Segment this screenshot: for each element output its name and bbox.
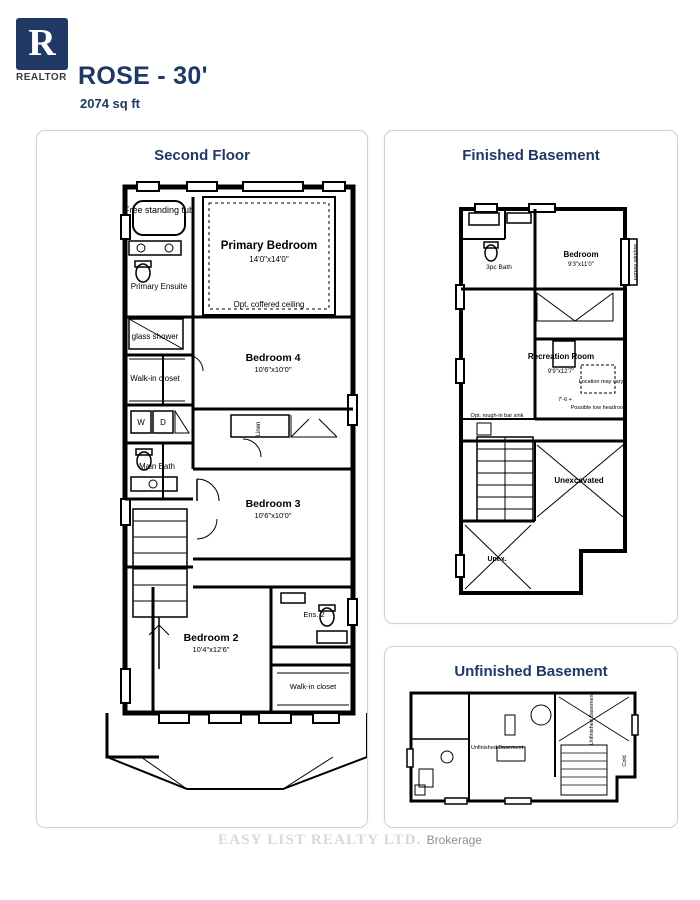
label-main-bath: Main Bath bbox=[138, 462, 176, 471]
floorplan-unfinished-basement bbox=[385, 685, 677, 825]
floorplan-finished-basement bbox=[385, 169, 677, 621]
panel-title-second-floor: Second Floor bbox=[154, 147, 250, 164]
label-bedroom-3-dim: 10'6"x10'0" bbox=[254, 511, 292, 520]
label-dryer: D bbox=[160, 418, 166, 427]
label-ensuite-2: Ens. 2 bbox=[303, 610, 325, 619]
header bbox=[0, 0, 700, 120]
label-opt-rough-in: Opt. rough-in bar sink bbox=[470, 413, 524, 419]
label-free-standing-tub: Free standing tub bbox=[123, 205, 195, 215]
label-primary-ensuite: Primary Ensuite bbox=[130, 282, 188, 291]
label-possible-low-headroom: Possible low headroom bbox=[570, 405, 628, 411]
label-bedroom-4: Bedroom 4 bbox=[245, 352, 301, 364]
label-bedroom-2-dim: 10'4"x12'6" bbox=[192, 645, 230, 654]
label-cold-room: Cold bbox=[622, 755, 628, 767]
realtor-mark-icon bbox=[16, 18, 68, 70]
watermark-text: EASY LIST REALTY LTD. bbox=[218, 832, 422, 848]
label-headroom-dim: 7'-6 + bbox=[558, 397, 572, 403]
panel-unfinished-basement bbox=[384, 646, 678, 828]
page-title: ROSE - 30' bbox=[78, 62, 208, 90]
label-unex: Unex. bbox=[487, 556, 507, 563]
label-opt-coffered-ceiling: Opt. coffered ceiling bbox=[233, 300, 305, 309]
panel-title-finished-basement: Finished Basement bbox=[462, 147, 600, 164]
label-linen: Linen bbox=[256, 421, 262, 437]
realtor-logo bbox=[16, 18, 78, 83]
label-primary-bedroom: Primary Bedroom bbox=[220, 240, 318, 252]
label-washer: W bbox=[137, 418, 145, 427]
watermark-brokerage: Brokerage bbox=[426, 833, 482, 847]
label-basement-bedroom-dim: 9'3"x11'0" bbox=[568, 262, 594, 268]
plan-area: 2074 sq ft bbox=[80, 96, 140, 111]
panel-finished-basement bbox=[384, 130, 678, 624]
label-unfinished-basement-2: Unfinished Basement bbox=[589, 692, 595, 746]
floorplan-second-floor bbox=[37, 169, 367, 825]
label-recreation-room-1: Recreation Room bbox=[527, 352, 595, 361]
label-walk-in-closet-2: Walk-in closet bbox=[289, 682, 337, 691]
label-unexcavated: Unexcavated bbox=[554, 476, 604, 485]
label-walk-in-closet: Walk-in closet bbox=[130, 374, 180, 383]
realtor-wordmark: REALTOR bbox=[16, 72, 67, 83]
label-bedroom-4-dim: 10'6"x10'0" bbox=[254, 365, 292, 374]
label-bedroom-3: Bedroom 3 bbox=[245, 498, 301, 510]
label-egress-window: egress window bbox=[633, 243, 639, 281]
label-bedroom-2: Bedroom 2 bbox=[183, 632, 239, 644]
panel-title-unfinished-basement: Unfinished Basement bbox=[454, 663, 608, 680]
panel-second-floor bbox=[36, 130, 368, 828]
label-3pc-bath: 3pc Bath bbox=[486, 264, 512, 271]
label-primary-bedroom-dim: 14'0"x14'0" bbox=[249, 255, 289, 264]
label-recreation-room-dim: 9'9"x12'7" bbox=[547, 369, 575, 375]
watermark bbox=[0, 832, 700, 849]
label-location-may-vary: Location may vary bbox=[578, 379, 624, 385]
label-basement-bedroom: Bedroom bbox=[563, 250, 599, 259]
label-glass-shower: glass shower bbox=[131, 332, 179, 341]
label-unfinished-basement-1: Unfinished Basement bbox=[470, 745, 524, 751]
